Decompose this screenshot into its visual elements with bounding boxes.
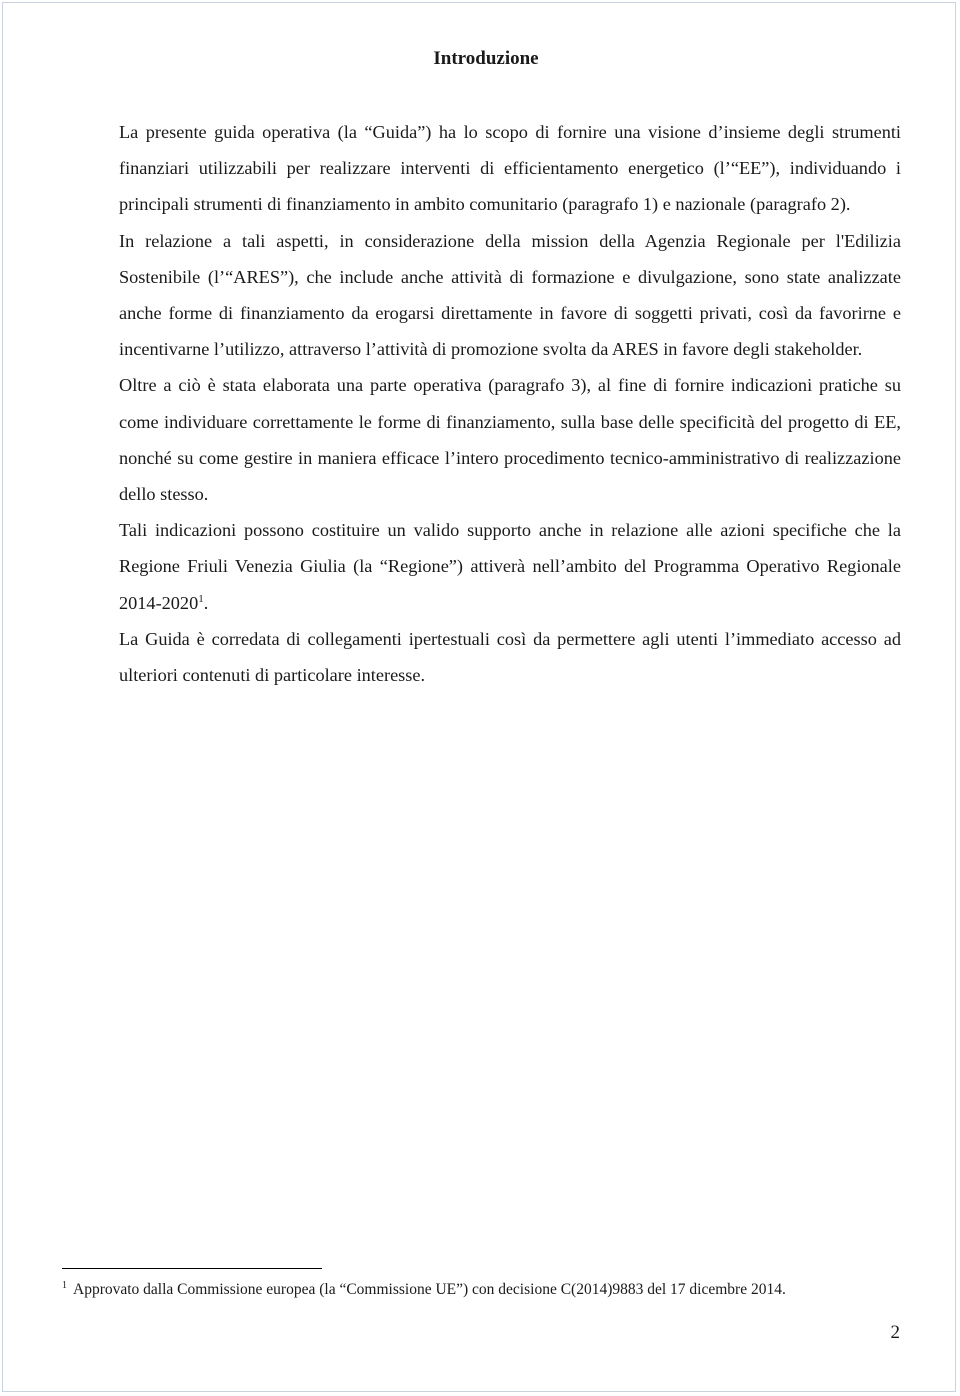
paragraph-hyperlinks: La Guida è corredata di collegamenti ipertestuali così da permettere agli utenti l’immediato accesso ad ulteriori contenuti di particolare interesse. [119,628,901,686]
body-text [119,114,901,693]
footnote [62,1280,922,1300]
paragraph-regional-program-end: . [203,592,209,613]
footnote-separator [62,1268,322,1269]
paragraph-operative: Oltre a ciò è stata elaborata una parte operativa (paragrafo 3), al fine di fornire indicazioni pratiche su come individuare correttamente le forme di finanziamento, sulla base delle specificità del progetto di EE, nonché su come gestire in maniera efficace l’intero procedimento tecnico-amministrativo di realizzazione dello stesso. [119,375,901,505]
page-number: 2 [890,1322,900,1343]
paragraph-mission: In relazione a tali aspetti, in considerazione della mission della Agenzia Regionale per l'Edilizia Sostenibile (l’“ARES”), che include anche attività di formazione e divulgazione, sono state analizzate anche forme di finanziamento da erogarsi direttamente in favore di soggetti privati, così da favorirne e incentivarne l’utilizzo, attraverso l’attività di promozione svolta da ARES in favore degli stakeholder. [119,230,901,360]
footnote-reference[interactable]: 1 [198,592,204,605]
paragraph-regional-program [119,512,901,621]
footnote-number: 1 [62,1279,67,1291]
paragraph-intro: La presente guida operativa (la “Guida”) ha lo scopo di fornire una visione d’insieme degli strumenti finanziari utilizzabili per realizzare interventi di efficientamento energetico (l’“EE”), individuando i principali strumenti di finanziamento in ambito comunitario (paragrafo 1) e nazionale (paragrafo 2). [119,122,901,215]
section-heading: Introduzione [433,48,539,69]
paragraph-regional-program-text: Tali indicazioni possono costituire un valido supporto anche in relazione alle azioni specifiche che la Regione Friuli Venezia Giulia (la “Regione”) attiverà nell’ambito del Programma Operativo Regionale 2014-2020 [119,520,901,613]
footnote-text: Approvato dalla Commissione europea (la “Commissione UE”) con decisione C(2014)9883 del 17 dicembre 2014. [73,1281,786,1298]
